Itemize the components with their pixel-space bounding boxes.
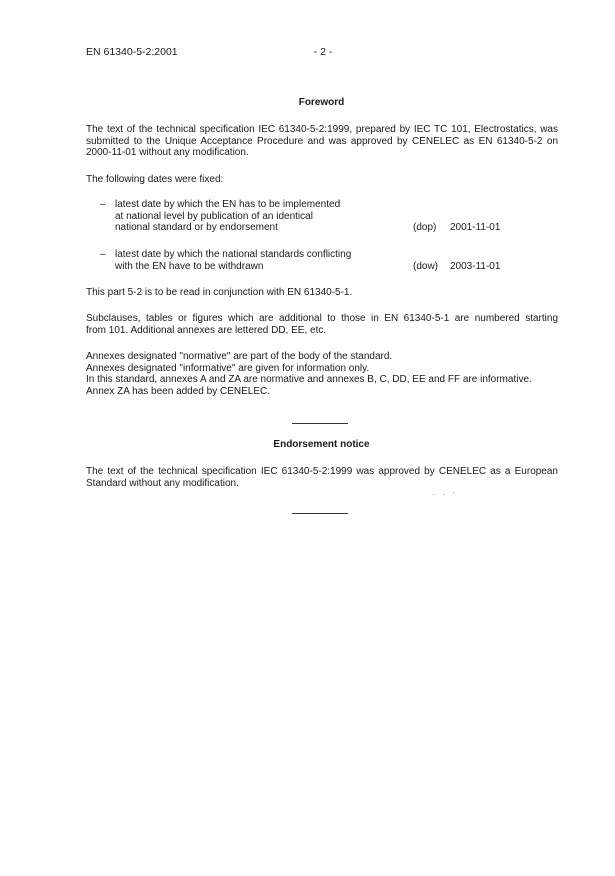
scan-speck	[453, 492, 455, 493]
subclauses-paragraph	[86, 313, 558, 336]
date-code: (dow)	[413, 261, 439, 272]
paragraph-line: Annexes designated "informative" are given for information only.	[86, 362, 370, 374]
list-dash: –	[100, 199, 106, 210]
item-line: latest date by which the national standards conflicting	[115, 249, 352, 260]
date-item-dow	[86, 249, 560, 273]
item-line: with the EN have to be withdrawn	[115, 260, 264, 272]
annex-paragraph	[86, 351, 558, 397]
item-line: at national level by publication of an identical	[115, 210, 313, 222]
foreword-title: Foreword	[298, 97, 345, 108]
paragraph-line: Annex ZA has been added by CENELEC.	[86, 385, 271, 397]
scan-speck	[443, 494, 445, 495]
paragraph-line: In this standard, annexes A and ZA are normative and annexes B, C, DD, EE and FF are informative.	[86, 374, 532, 385]
item-line: latest date by which the EN has to be implemented	[115, 199, 341, 210]
date-code: (dop)	[413, 222, 437, 233]
foreword-intro-paragraph	[86, 124, 558, 159]
date-item-text	[115, 199, 340, 234]
list-dash: –	[100, 249, 106, 260]
document-id: EN 61340-5-2:2001	[86, 46, 178, 58]
end-divider	[292, 513, 348, 514]
date-value: 2001-11-01	[450, 222, 501, 233]
endorsement-paragraph	[86, 466, 558, 489]
endorsement-title: Endorsement notice	[273, 439, 370, 450]
paragraph-line: The text of the technical specification IEC 61340-5-2:1999 was approved by CENELEC as a European	[86, 466, 558, 477]
paragraph-line: The following dates were fixed:	[86, 174, 224, 185]
page-number: - 2 -	[313, 46, 333, 58]
paragraph-line: Annexes designated "normative" are part of the body of the standard.	[86, 351, 393, 362]
date-value: 2003-11-01	[450, 261, 501, 272]
paragraph-line: This part 5-2 is to be read in conjunction with EN 61340-5-1.	[86, 287, 353, 298]
date-item-dop	[86, 199, 560, 235]
paragraph-line: Subclauses, tables or figures which are additional to those in EN 61340-5-1 are numbered starting	[86, 313, 558, 324]
paragraph-line: The text of the technical specification IEC 61340-5-2:1999, prepared by IEC TC 101, Electrostatics, was	[86, 124, 558, 135]
paragraph-line: submitted to the Unique Acceptance Procedure and was approved by CENELEC as EN 61340-5-2 on	[86, 135, 558, 147]
section-divider	[292, 423, 348, 424]
date-item-text	[115, 249, 351, 272]
conjunction-note	[86, 287, 558, 299]
dates-intro	[86, 174, 558, 186]
scan-speck	[433, 494, 435, 495]
paragraph-line: 2000-11-01 without any modification.	[86, 147, 249, 158]
item-line: national standard or by endorsement	[115, 222, 278, 233]
paragraph-line: from 101. Additional annexes are lettered DD, EE, etc.	[86, 324, 327, 336]
paragraph-line: Standard without any modification.	[86, 477, 239, 489]
